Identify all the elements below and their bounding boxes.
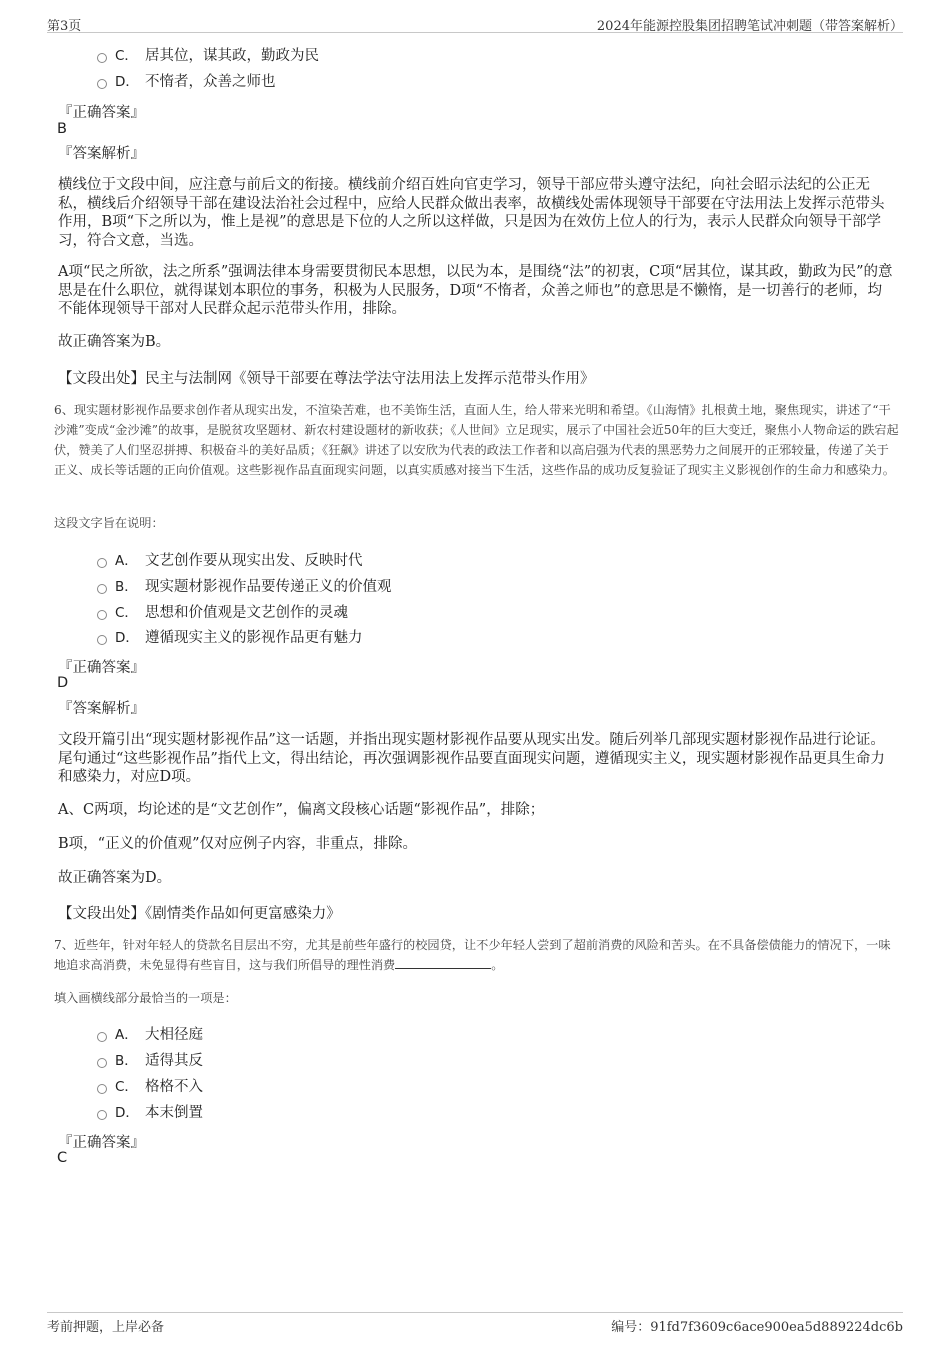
q5-analysis-paragraph: A项“民之所欲，法之所系”强调法律本身需要贯彻民本思想，以民为本，是围绕“法”的初衷，C项“居其位，谋其政，勤政为民”的意思是在什么职位，就得谋划本职位的事务，积极为人民服务，D项“不惰者，众善之师也”的意思是不懒惰，是一切善行的老师，均不能体现领导干部对人民群众起示范带头作用，排除。 — [58, 264, 893, 317]
page-header — [47, 10, 903, 33]
radio-icon[interactable] — [97, 635, 107, 645]
q7-answer-label: 『正确答案』 — [58, 1135, 145, 1151]
q5-conclusion: 故正确答案为B。 — [58, 334, 171, 350]
q6-analysis-paragraph: 文段开篇引出“现实题材影视作品”这一话题，并指出现实题材影视作品要从现实出发。随后列举几部现实题材影视作品进行论证。尾句通过“这些影视作品”指代上文，得出结论，再次强调影视作品要直面现实问题，遵循现实主义，现实题材影视作品更具生命力和感染力，对应D项。 — [58, 732, 885, 785]
q6-option-c[interactable]: C． 思想和价值观是文艺创作的灵魂 — [97, 604, 348, 622]
q5-option-d[interactable]: D． 不惰者，众善之师也 — [97, 73, 276, 91]
q7-answer: C — [57, 1150, 68, 1166]
document-id: 编号：91fd7f3609c6ace900ea5d889224dc6b — [611, 1320, 903, 1335]
footer-slogan: 考前押题，上岸必备 — [47, 1320, 165, 1335]
q7-option-b[interactable]: B． 适得其反 — [97, 1052, 203, 1070]
q6-option-d[interactable]: D． 遵循现实主义的影视作品更有魅力 — [97, 629, 363, 647]
q5-source: 【文段出处】民主与法制网《领导干部要在尊法学法守法用法上发挥示范带头作用》 — [58, 371, 595, 387]
q7-option-c[interactable]: C． 格格不入 — [97, 1078, 203, 1096]
q7-option-a[interactable]: A． 大相径庭 — [97, 1026, 203, 1044]
radio-icon[interactable] — [97, 1110, 107, 1120]
q5-analysis-label: 『答案解析』 — [58, 146, 145, 162]
radio-icon[interactable] — [97, 79, 107, 89]
q6-source: 【文段出处】《剧情类作品如何更富感染力》 — [58, 906, 341, 922]
radio-icon[interactable] — [97, 53, 107, 63]
page-footer — [47, 1312, 903, 1337]
q6-analysis-label: 『答案解析』 — [58, 701, 145, 717]
document-title: 2024年能源控股集团招聘笔试冲刺题（带答案解析） — [596, 19, 903, 34]
radio-icon[interactable] — [97, 1058, 107, 1068]
q6-answer-label: 『正确答案』 — [58, 660, 145, 676]
q6-option-a[interactable]: A． 文艺创作要从现实出发、反映时代 — [97, 552, 363, 570]
q7-stem: 7、近些年，针对年轻人的贷款名目层出不穷，尤其是前些年盛行的校园贷，让不少年轻人尝到了超前消费的风险和苦头。在不具备偿债能力的情况下，一味地追求高消费，未免显得有些盲目，这与我们所倡导的理性消费 。 — [54, 938, 891, 972]
q7-prompt: 填入画横线部分最恰当的一项是： — [54, 991, 237, 1005]
radio-icon[interactable] — [97, 1032, 107, 1042]
q6-option-b[interactable]: B． 现实题材影视作品要传递正义的价值观 — [97, 578, 392, 596]
q6-analysis-paragraph: B项，“正义的价值观”仅对应例子内容，非重点，排除。 — [58, 836, 417, 852]
fill-in-blank — [395, 956, 491, 969]
radio-icon[interactable] — [97, 558, 107, 568]
q5-answer-label: 『正确答案』 — [58, 105, 145, 121]
q7-option-d[interactable]: D． 本末倒置 — [97, 1104, 203, 1122]
q5-analysis-paragraph: 横线位于文段中间，应注意与前后文的衔接。横线前介绍百姓向官吏学习，领导干部应带头遵守法纪，向社会昭示法纪的公正无私，横线后介绍领导干部在建设法治社会过程中，应给人民群众做出表率，故横线处需体现领导干部要在守法用法上发挥示范带头作用，B项“下之所以为，惟上是视”的意思是下位的人之所以这样做，只是因为在效仿上位人的行为，表示人民群众向领导干部学习，符合文意，当选。 — [58, 177, 885, 249]
page-number: 第3页 — [47, 19, 82, 34]
q5-option-c[interactable]: C． 居其位，谋其政，勤政为民 — [97, 47, 319, 65]
q6-answer: D — [57, 675, 69, 691]
q6-stem: 6、现实题材影视作品要求创作者从现实出发，不渲染苦难，也不美饰生活，直面人生，给人带来光明和希望。《山海情》扎根黄土地，聚焦现实，讲述了“干沙滩”变成“金沙滩”的故事，是脱贫攻坚题材、新农村建设题材的新收获；《人世间》立足现实，展示了中国社会近50年的巨大变迁，聚焦小人物命运的跌宕起伏，赞美了人们坚忍拼搏、积极奋斗的美好品质；《狂飙》讲述了以安欣为代表的政法工作者和以高启强为代表的黑恶势力之间展开的正邪较量，传递了关于正义、成长等话题的正向价值观。这些影视作品直面现实问题，以真实质感对接当下生活，这些作品的成功反复验证了现实主义影视创作的生命力和感染力。 — [54, 403, 899, 477]
radio-icon[interactable] — [97, 584, 107, 594]
q6-analysis-paragraph: A、C两项，均论述的是“文艺创作”，偏离文段核心话题“影视作品”，排除； — [58, 802, 545, 818]
radio-icon[interactable] — [97, 1084, 107, 1094]
radio-icon[interactable] — [97, 610, 107, 620]
q6-conclusion: 故正确答案为D。 — [58, 870, 172, 886]
q5-answer: B — [57, 121, 67, 137]
q6-prompt: 这段文字旨在说明： — [54, 516, 164, 530]
